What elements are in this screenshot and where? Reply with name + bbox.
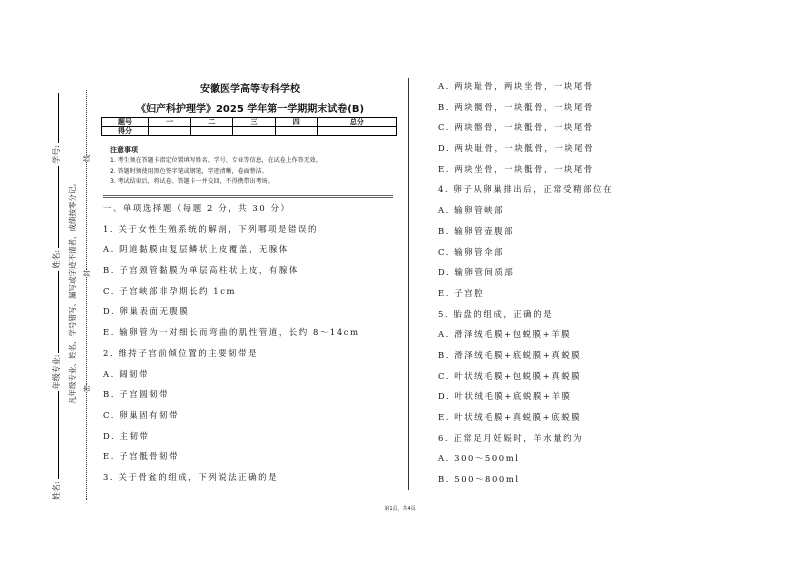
- option-line: D. 主韧带: [103, 430, 150, 441]
- question-line: 2. 维持子宫前倾位置的主要韧带是: [103, 347, 259, 358]
- option-line: A. 阴道黏膜由复层鳞状上皮覆盖，无腺体: [103, 244, 289, 255]
- seal-line: [80, 90, 92, 500]
- field-label: 学号:: [52, 145, 61, 164]
- page-footer: 第1页，共4页: [384, 506, 416, 512]
- student-id-field[interactable]: [58, 93, 59, 143]
- seal-char: 密: [83, 384, 91, 392]
- table-cell: 四: [275, 118, 317, 127]
- table-cell: 总分: [317, 118, 396, 127]
- option-line: C. 卵巢固有韧带: [103, 409, 180, 420]
- notes-heading: 注意事项: [110, 146, 138, 154]
- score-cell: [149, 127, 191, 136]
- score-cell: [317, 127, 396, 136]
- note-item: 3. 考试结束后，将试卷、答题卡一并交回，不得携带出考场。: [110, 178, 274, 185]
- option-line: D. 卵巢表面无腹膜: [103, 306, 190, 317]
- option-line: B. 两块髋骨，一块骶骨，一块尾骨: [438, 101, 594, 112]
- option-line: C. 两块髂骨，一块骶骨，一块尾骨: [438, 122, 594, 133]
- right-column: [438, 76, 613, 490]
- exam-notes: [110, 145, 322, 188]
- table-cell: 三: [233, 118, 275, 127]
- left-column: [103, 198, 360, 488]
- option-line: E. 子宫腔: [438, 287, 485, 298]
- table-cell: 二: [191, 118, 233, 127]
- score-row: [102, 127, 397, 136]
- binding-margin: [32, 90, 92, 500]
- student-info-fields: [46, 90, 62, 500]
- dotted-line: [86, 392, 87, 500]
- option-line: D. 输卵管间质部: [438, 267, 515, 278]
- score-cell: [275, 127, 317, 136]
- option-line: A. 两块耻骨，两块坐骨，一块尾骨: [438, 81, 594, 91]
- note-item: 2. 答题时须使用黑色签字笔或钢笔，字迹清晰，卷面整洁。: [110, 167, 268, 175]
- table-cell: 一: [149, 118, 191, 127]
- option-line: E. 叶状绒毛膜+真蜕膜+底蜕膜: [438, 412, 582, 422]
- dotted-line: [86, 90, 87, 155]
- column-divider: [408, 78, 409, 490]
- grade-major-field[interactable]: [58, 271, 59, 353]
- option-line: C. 叶状绒毛膜+包蜕膜+真蜕膜: [438, 370, 582, 381]
- field-label: 姓名:: [52, 249, 61, 269]
- question-line: 6. 正常足月妊娠时，羊水量约为: [438, 432, 584, 443]
- name-field[interactable]: [58, 391, 59, 479]
- dotted-line: [86, 162, 87, 270]
- option-line: A. 滑泽绒毛膜+包蜕膜+羊膜: [438, 329, 572, 340]
- table-cell: 得分: [102, 127, 149, 136]
- question-line: 一、单项选择题（每题 2 分，共 30 分）: [103, 203, 291, 213]
- question-line: 4. 卵子从卵巢排出后，正常受精部位在: [438, 184, 614, 195]
- question-line: 1. 关于女性生殖系统的解剖，下列哪项是错误的: [103, 223, 318, 234]
- option-line: E. 子宫骶骨韧带: [103, 451, 180, 462]
- option-line: B. 子宫颈管黏膜为单层高柱状上皮，有腺体: [103, 265, 299, 276]
- field-label: 姓名:: [52, 481, 61, 500]
- option-line: E. 两块坐骨，一块骶骨，一块尾骨: [438, 163, 594, 174]
- option-line: B. 500～800ml: [438, 474, 520, 485]
- score-cell: [191, 127, 233, 136]
- option-line: A. 阔韧带: [103, 368, 150, 379]
- option-line: B. 子宫圆韧带: [103, 389, 170, 400]
- option-line: E. 输卵管为一对细长而弯曲的肌性管道，长约 8～14cm: [103, 327, 360, 338]
- table-cell: 题号: [102, 118, 149, 127]
- question-line: 5. 胎盘的组成，正确的是: [438, 308, 554, 319]
- dotted-line: [86, 277, 87, 385]
- option-line: C. 子宫峡部非孕期长约 1cm: [103, 285, 237, 296]
- school-name: 安徽医学高等专科学校: [200, 84, 300, 95]
- seal-char: 线: [83, 154, 91, 162]
- option-line: D. 两块耻骨，一块骶骨，一块尾骨: [438, 143, 595, 154]
- score-cell: [233, 127, 275, 136]
- exam-title: 《妇产科护理学》2025 学年第一学期期末试卷(B): [135, 104, 365, 115]
- score-table: [101, 117, 397, 136]
- option-line: A. 输卵管峡部: [438, 205, 505, 216]
- question-line: 3. 关于骨盆的组成，下列说法正确的是: [103, 471, 279, 482]
- option-line: C. 输卵管伞部: [438, 246, 505, 257]
- score-table-header: [102, 118, 397, 127]
- note-item: 1. 考生须在答题卡指定位置填写姓名、学号、专业等信息，在试卷上作答无效。: [110, 157, 322, 164]
- seal-char: 封: [83, 269, 91, 277]
- student-name-field[interactable]: [58, 166, 59, 248]
- margin-note: 凡年级专业、姓名、学号错写、漏写或字迹不清者，成绩按零分记。: [68, 179, 77, 404]
- option-line: D. 叶状绒毛膜+底蜕膜+羊膜: [438, 391, 572, 402]
- option-line: A. 300～500ml: [438, 453, 520, 464]
- option-line: B. 输卵管壶腹部: [438, 225, 515, 236]
- option-line: B. 滑泽绒毛膜+底蜕膜+真蜕膜: [438, 349, 582, 360]
- field-label: 年级专业:: [52, 354, 61, 390]
